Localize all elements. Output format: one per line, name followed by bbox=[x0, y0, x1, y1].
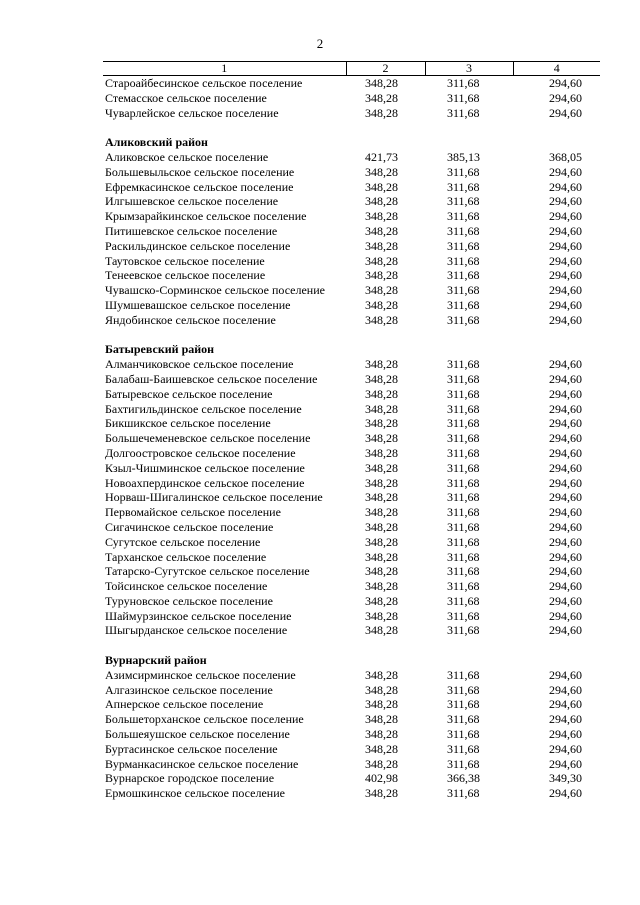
value-col2-cell: 348,28 bbox=[365, 76, 398, 90]
table-row bbox=[103, 313, 600, 328]
district-heading: Вурнарский район bbox=[105, 653, 207, 668]
table-row bbox=[103, 239, 600, 254]
value-col4-cell: 294,60 bbox=[549, 179, 582, 194]
value-col4-cell: 294,60 bbox=[549, 401, 582, 416]
settlement-name-cell: Большевыльское сельское поселение bbox=[105, 164, 295, 179]
value-col3-cell: 311,68 bbox=[447, 593, 480, 608]
table-row bbox=[103, 727, 600, 742]
settlement-name-cell: Питишевское сельское поселение bbox=[105, 223, 278, 238]
settlement-name-cell: Новоахпердинское сельское поселение bbox=[105, 475, 305, 490]
value-col3-cell: 311,68 bbox=[447, 490, 480, 505]
value-col2-cell: 348,28 bbox=[365, 505, 398, 520]
table-row bbox=[103, 579, 600, 594]
value-col3-cell: 311,68 bbox=[447, 623, 480, 638]
table-row bbox=[103, 402, 600, 417]
settlement-name-cell: Батыревское сельское поселение bbox=[105, 386, 273, 401]
settlement-name-cell: Первомайское сельское поселение bbox=[105, 505, 281, 520]
value-col4-cell: 294,60 bbox=[549, 209, 582, 224]
table-row bbox=[103, 564, 600, 579]
value-col2-cell: 348,28 bbox=[365, 741, 398, 756]
value-col4-cell: 294,60 bbox=[549, 519, 582, 534]
settlement-name-cell: Бахтигильдинское сельское поселение bbox=[105, 401, 302, 416]
value-col3-cell: 311,68 bbox=[447, 90, 480, 105]
value-col3-cell: 385,13 bbox=[447, 149, 480, 164]
value-col3-cell: 311,68 bbox=[447, 445, 480, 460]
settlement-name-cell: Ермошкинское сельское поселение bbox=[105, 786, 285, 801]
value-col4-cell: 294,60 bbox=[549, 505, 582, 520]
value-col4-cell: 294,60 bbox=[549, 667, 582, 682]
value-col4-cell: 294,60 bbox=[549, 697, 582, 712]
settlement-name-cell: Буртасинское сельское поселение bbox=[105, 741, 278, 756]
value-col3-cell: 311,68 bbox=[447, 105, 480, 120]
value-col2-cell: 348,28 bbox=[365, 416, 398, 431]
value-col4-cell: 294,60 bbox=[549, 564, 582, 579]
settlement-name-cell: Долгоостровское сельское поселение bbox=[105, 445, 296, 460]
value-col3-cell: 311,68 bbox=[447, 401, 480, 416]
value-col4-cell: 294,60 bbox=[549, 682, 582, 697]
settlement-name-cell: Крымзарайкинское сельское поселение bbox=[105, 209, 307, 224]
settlement-name-cell: Алманчиковское сельское поселение bbox=[105, 357, 294, 372]
value-col2-cell: 348,28 bbox=[365, 297, 398, 312]
table-row bbox=[103, 431, 600, 446]
value-col2-cell: 348,28 bbox=[365, 194, 398, 209]
value-col2-cell: 348,28 bbox=[365, 431, 398, 446]
table-row bbox=[103, 387, 600, 402]
table-row bbox=[103, 609, 600, 624]
settlement-name-cell: Татарско-Сугутское сельское поселение bbox=[105, 564, 310, 579]
column-header-2: 2 bbox=[346, 62, 425, 76]
value-col2-cell: 348,28 bbox=[365, 786, 398, 801]
settlement-name-cell: Раскильдинское сельское поселение bbox=[105, 238, 291, 253]
value-col3-cell: 311,68 bbox=[447, 564, 480, 579]
district-heading: Аликовский район bbox=[105, 135, 208, 150]
table-row bbox=[103, 697, 600, 712]
value-col3-cell: 311,68 bbox=[447, 209, 480, 224]
value-col2-cell: 348,28 bbox=[365, 164, 398, 179]
tariff-table bbox=[103, 61, 600, 801]
table-row bbox=[103, 712, 600, 727]
table-row bbox=[103, 357, 600, 372]
value-col3-cell: 311,68 bbox=[447, 164, 480, 179]
settlement-name-cell: Таутовское сельское поселение bbox=[105, 253, 265, 268]
table-row bbox=[103, 446, 600, 461]
value-col2-cell: 348,28 bbox=[365, 519, 398, 534]
table-row bbox=[103, 372, 600, 387]
value-col3-cell: 311,68 bbox=[447, 460, 480, 475]
value-col3-cell: 311,68 bbox=[447, 357, 480, 372]
value-col3-cell: 311,68 bbox=[447, 223, 480, 238]
value-col2-cell: 348,28 bbox=[365, 386, 398, 401]
value-col4-cell: 294,60 bbox=[549, 549, 582, 564]
value-col3-cell: 311,68 bbox=[447, 431, 480, 446]
district-heading-row bbox=[103, 135, 600, 150]
value-col3-cell: 311,68 bbox=[447, 682, 480, 697]
value-col2-cell: 421,73 bbox=[365, 149, 398, 164]
settlement-name-cell: Тенеевское сельское поселение bbox=[105, 268, 266, 283]
table-row bbox=[103, 150, 600, 165]
value-col2-cell: 348,28 bbox=[365, 727, 398, 742]
spacer-cell bbox=[103, 638, 600, 653]
spacer-row bbox=[103, 120, 600, 135]
page-number: 2 bbox=[316, 36, 324, 51]
settlement-name-cell: Балабаш-Баишевское сельское поселение bbox=[105, 371, 318, 386]
value-col2-cell: 348,28 bbox=[365, 697, 398, 712]
spacer-cell bbox=[103, 328, 600, 343]
value-col3-cell: 311,68 bbox=[447, 386, 480, 401]
settlement-name-cell: Чувашско-Сорминское сельское поселение bbox=[105, 283, 325, 298]
column-header-4: 4 bbox=[513, 62, 600, 76]
value-col4-cell: 294,60 bbox=[549, 534, 582, 549]
settlement-name-cell: Туруновское сельское поселение bbox=[105, 593, 273, 608]
settlement-name-cell: Бикшикское сельское поселение bbox=[105, 416, 271, 431]
value-col2-cell: 348,28 bbox=[365, 209, 398, 224]
table-row bbox=[103, 520, 600, 535]
value-col2-cell: 348,28 bbox=[365, 534, 398, 549]
value-col4-cell: 294,60 bbox=[549, 593, 582, 608]
value-col3-cell: 311,68 bbox=[447, 549, 480, 564]
settlement-name-cell: Стемасское сельское поселение bbox=[105, 90, 267, 105]
value-col2-cell: 348,28 bbox=[365, 475, 398, 490]
table-row bbox=[103, 757, 600, 772]
value-col2-cell: 348,28 bbox=[365, 357, 398, 372]
value-col2-cell: 348,28 bbox=[365, 371, 398, 386]
value-col3-cell: 311,68 bbox=[447, 608, 480, 623]
value-col2-cell: 348,28 bbox=[365, 608, 398, 623]
settlement-name-cell: Яндобинское сельское поселение bbox=[105, 312, 276, 327]
table-row bbox=[103, 623, 600, 638]
table-row bbox=[103, 505, 600, 520]
table-header bbox=[103, 62, 600, 76]
table-row bbox=[103, 594, 600, 609]
value-col4-cell: 294,60 bbox=[549, 164, 582, 179]
value-col3-cell: 311,68 bbox=[447, 579, 480, 594]
value-col3-cell: 311,68 bbox=[447, 76, 480, 90]
value-col2-cell: 348,28 bbox=[365, 490, 398, 505]
value-col2-cell: 348,28 bbox=[365, 579, 398, 594]
value-col2-cell: 348,28 bbox=[365, 105, 398, 120]
value-col2-cell: 348,28 bbox=[365, 549, 398, 564]
value-col2-cell: 348,28 bbox=[365, 238, 398, 253]
settlement-name-cell: Шыгырданское сельское поселение bbox=[105, 623, 288, 638]
table-row bbox=[103, 268, 600, 283]
value-col2-cell: 348,28 bbox=[365, 268, 398, 283]
value-col4-cell: 294,60 bbox=[549, 371, 582, 386]
table-row bbox=[103, 298, 600, 313]
table-row bbox=[103, 490, 600, 505]
value-col4-cell: 294,60 bbox=[549, 194, 582, 209]
value-col4-cell: 294,60 bbox=[549, 283, 582, 298]
settlement-name-cell: Азимсирминское сельское поселение bbox=[105, 667, 296, 682]
settlement-name-cell: Шаймурзинское сельское поселение bbox=[105, 608, 292, 623]
district-heading-row bbox=[103, 342, 600, 357]
value-col4-cell: 294,60 bbox=[549, 490, 582, 505]
table-row bbox=[103, 209, 600, 224]
settlement-name-cell: Большеторханское сельское поселение bbox=[105, 712, 304, 727]
table-row bbox=[103, 535, 600, 550]
table-body bbox=[103, 76, 600, 802]
value-col2-cell: 348,28 bbox=[365, 283, 398, 298]
value-col3-cell: 311,68 bbox=[447, 741, 480, 756]
column-header-1: 1 bbox=[103, 62, 346, 76]
value-col3-cell: 311,68 bbox=[447, 505, 480, 520]
value-col3-cell: 311,68 bbox=[447, 371, 480, 386]
value-col3-cell: 311,68 bbox=[447, 786, 480, 801]
table-row bbox=[103, 683, 600, 698]
settlement-name-cell: Аликовское сельское поселение bbox=[105, 149, 269, 164]
spacer-cell bbox=[103, 120, 600, 135]
value-col2-cell: 348,28 bbox=[365, 179, 398, 194]
value-col2-cell: 348,28 bbox=[365, 756, 398, 771]
value-col4-cell: 294,60 bbox=[549, 297, 582, 312]
settlement-name-cell: Алгазинское сельское поселение bbox=[105, 682, 273, 697]
value-col2-cell: 348,28 bbox=[365, 682, 398, 697]
value-col3-cell: 311,68 bbox=[447, 667, 480, 682]
settlement-name-cell: Кзыл-Чишминское сельское поселение bbox=[105, 460, 305, 475]
settlement-name-cell: Тарханское сельское поселение bbox=[105, 549, 267, 564]
value-col4-cell: 294,60 bbox=[549, 475, 582, 490]
value-col3-cell: 311,68 bbox=[447, 416, 480, 431]
settlement-name-cell: Чуварлейское сельское поселение bbox=[105, 105, 279, 120]
value-col2-cell: 348,28 bbox=[365, 593, 398, 608]
settlement-name-cell: Тойсинское сельское поселение bbox=[105, 579, 268, 594]
value-col4-cell: 294,60 bbox=[549, 253, 582, 268]
value-col4-cell: 294,60 bbox=[549, 105, 582, 120]
spacer-row bbox=[103, 328, 600, 343]
table-row bbox=[103, 742, 600, 757]
value-col2-cell: 402,98 bbox=[365, 771, 398, 786]
value-col4-cell: 294,60 bbox=[549, 238, 582, 253]
value-col4-cell: 294,60 bbox=[549, 431, 582, 446]
table-row bbox=[103, 165, 600, 180]
table-row bbox=[103, 254, 600, 269]
value-col4-cell: 349,30 bbox=[549, 771, 582, 786]
value-col4-cell: 294,60 bbox=[549, 268, 582, 283]
settlement-name-cell: Сугутское сельское поселение bbox=[105, 534, 261, 549]
spacer-row bbox=[103, 638, 600, 653]
value-col3-cell: 311,68 bbox=[447, 238, 480, 253]
table-row bbox=[103, 91, 600, 106]
value-col4-cell: 368,05 bbox=[549, 149, 582, 164]
table-row bbox=[103, 786, 600, 801]
value-col3-cell: 311,68 bbox=[447, 283, 480, 298]
value-col3-cell: 311,68 bbox=[447, 297, 480, 312]
value-col3-cell: 311,68 bbox=[447, 475, 480, 490]
value-col4-cell: 294,60 bbox=[549, 712, 582, 727]
value-col4-cell: 294,60 bbox=[549, 386, 582, 401]
value-col4-cell: 294,60 bbox=[549, 90, 582, 105]
settlement-name-cell: Большеяушское сельское поселение bbox=[105, 727, 290, 742]
value-col2-cell: 348,28 bbox=[365, 223, 398, 238]
column-header-3: 3 bbox=[425, 62, 513, 76]
value-col2-cell: 348,28 bbox=[365, 312, 398, 327]
settlement-name-cell: Вурманкасинское сельское поселение bbox=[105, 756, 299, 771]
settlement-name-cell: Вурнарское городское поселение bbox=[105, 771, 275, 786]
value-col4-cell: 294,60 bbox=[549, 416, 582, 431]
value-col2-cell: 348,28 bbox=[365, 445, 398, 460]
value-col3-cell: 311,68 bbox=[447, 268, 480, 283]
value-col4-cell: 294,60 bbox=[549, 623, 582, 638]
value-col3-cell: 311,68 bbox=[447, 534, 480, 549]
value-col2-cell: 348,28 bbox=[365, 623, 398, 638]
value-col3-cell: 311,68 bbox=[447, 519, 480, 534]
value-col4-cell: 294,60 bbox=[549, 727, 582, 742]
value-col2-cell: 348,28 bbox=[365, 564, 398, 579]
value-col2-cell: 348,28 bbox=[365, 90, 398, 105]
value-col4-cell: 294,60 bbox=[549, 741, 582, 756]
table-row bbox=[103, 461, 600, 476]
district-heading-row bbox=[103, 653, 600, 668]
value-col4-cell: 294,60 bbox=[549, 460, 582, 475]
value-col3-cell: 311,68 bbox=[447, 253, 480, 268]
value-col4-cell: 294,60 bbox=[549, 76, 582, 90]
value-col3-cell: 311,68 bbox=[447, 727, 480, 742]
value-col2-cell: 348,28 bbox=[365, 401, 398, 416]
value-col3-cell: 311,68 bbox=[447, 756, 480, 771]
settlement-name-cell: Апнерское сельское поселение bbox=[105, 697, 264, 712]
table-row bbox=[103, 194, 600, 209]
table-row bbox=[103, 416, 600, 431]
value-col4-cell: 294,60 bbox=[549, 223, 582, 238]
value-col2-cell: 348,28 bbox=[365, 667, 398, 682]
district-heading: Батыревский район bbox=[105, 342, 215, 357]
value-col2-cell: 348,28 bbox=[365, 253, 398, 268]
value-col3-cell: 311,68 bbox=[447, 194, 480, 209]
settlement-name-cell: Староайбесинское сельское поселение bbox=[105, 76, 303, 90]
value-col4-cell: 294,60 bbox=[549, 786, 582, 801]
value-col3-cell: 366,38 bbox=[447, 771, 480, 786]
header-row bbox=[103, 62, 600, 76]
table-row bbox=[103, 283, 600, 298]
table-row bbox=[103, 106, 600, 121]
value-col4-cell: 294,60 bbox=[549, 445, 582, 460]
value-col3-cell: 311,68 bbox=[447, 712, 480, 727]
value-col4-cell: 294,60 bbox=[549, 756, 582, 771]
table-row bbox=[103, 76, 600, 91]
table-row bbox=[103, 550, 600, 565]
settlement-name-cell: Норваш-Шигалинское сельское поселение bbox=[105, 490, 323, 505]
settlement-name-cell: Большечеменевское сельское поселение bbox=[105, 431, 311, 446]
value-col4-cell: 294,60 bbox=[549, 312, 582, 327]
value-col2-cell: 348,28 bbox=[365, 712, 398, 727]
table-row bbox=[103, 224, 600, 239]
table-row bbox=[103, 476, 600, 491]
value-col3-cell: 311,68 bbox=[447, 312, 480, 327]
value-col3-cell: 311,68 bbox=[447, 179, 480, 194]
value-col3-cell: 311,68 bbox=[447, 697, 480, 712]
settlement-name-cell: Шумшевашское сельское поселение bbox=[105, 297, 291, 312]
settlement-name-cell: Илгышевское сельское поселение bbox=[105, 194, 279, 209]
value-col4-cell: 294,60 bbox=[549, 357, 582, 372]
value-col2-cell: 348,28 bbox=[365, 460, 398, 475]
table-row bbox=[103, 180, 600, 195]
table-row bbox=[103, 668, 600, 683]
settlement-name-cell: Сигачинское сельское поселение bbox=[105, 519, 274, 534]
settlement-name-cell: Ефремкасинское сельское поселение bbox=[105, 179, 294, 194]
value-col4-cell: 294,60 bbox=[549, 579, 582, 594]
value-col4-cell: 294,60 bbox=[549, 608, 582, 623]
table-row bbox=[103, 771, 600, 786]
